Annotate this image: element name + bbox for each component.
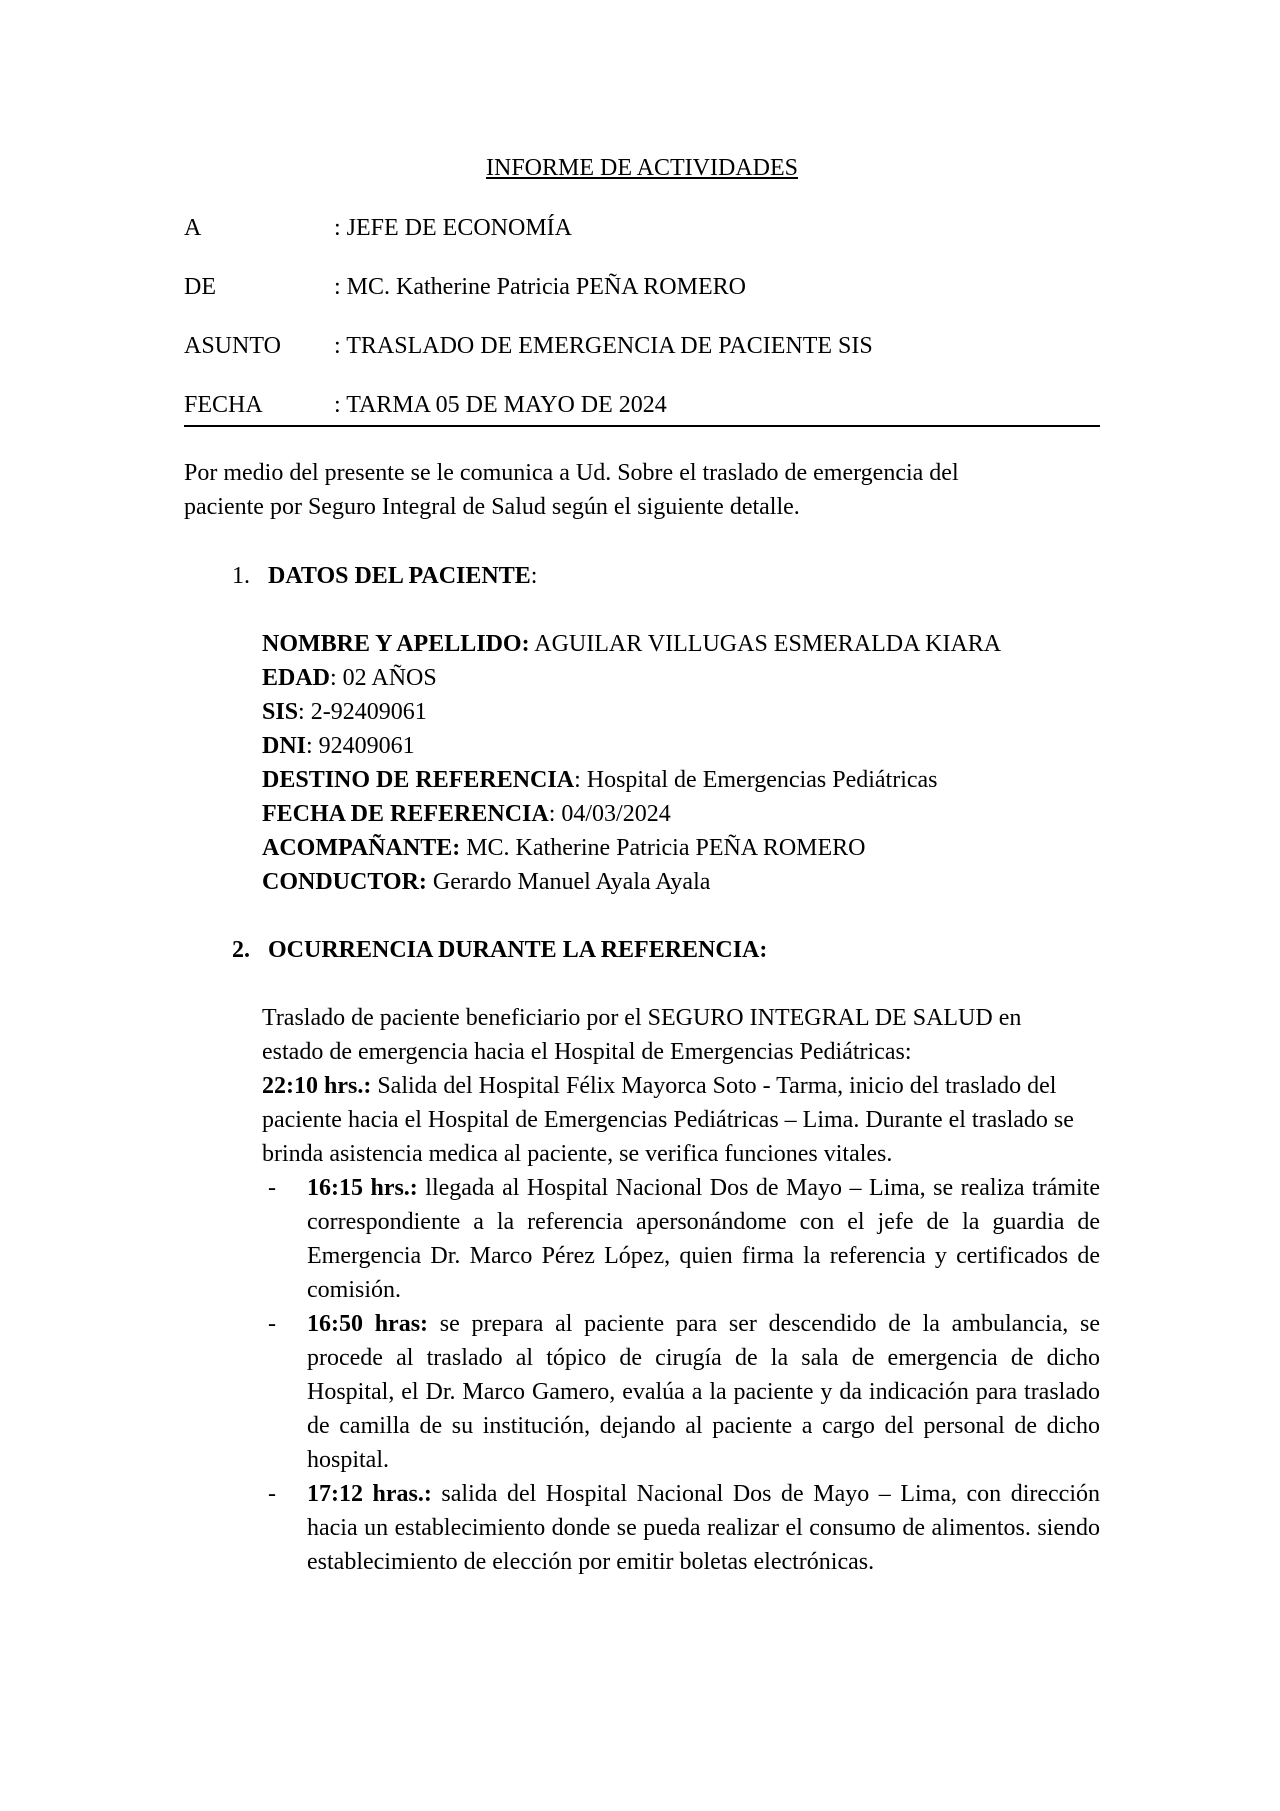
event-text: se prepara al paciente para ser descendido de la ambulancia, se procede al traslado al tópico de cirugía de la sala de emergencia de dicho Hospital, el Dr. Marco Gamero, evalúa a la paciente y da indicación para traslado de camilla de su institución, dejando al paciente a cargo del personal de dicho hospital. <box>307 1311 1100 1473</box>
patient-field-dni <box>262 729 1100 763</box>
section-number-text: 1. <box>232 563 250 589</box>
paragraph-line: estado de emergencia hacia el Hospital de Emergencias Pediátricas: <box>262 1039 912 1065</box>
bullet-dash: - <box>268 1311 276 1337</box>
field-value: : Hospital de Emergencias Pediátricas <box>574 767 938 793</box>
event-text: salida del Hospital Nacional Dos de Mayo – Lima, con dirección hacia un establecimiento donde se pueda realizar el consumo de alimentos. siendo establecimiento de elección por emitir boletas electrónicas. <box>307 1481 1101 1575</box>
field-value: : 02 AÑOS <box>330 665 437 691</box>
bullet-text <box>307 1171 1100 1307</box>
section-title <box>268 559 537 593</box>
intro-line: Por medio del presente se le comunica a Ud. Sobre el traslado de emergencia del <box>184 460 959 486</box>
field-label: DNI <box>262 733 307 759</box>
section-title-suffix: : <box>530 563 538 589</box>
patient-field-companion <box>262 831 1100 865</box>
field-value: : 92409061 <box>306 733 415 759</box>
bullet-dash: - <box>268 1481 276 1507</box>
header-label: A <box>184 215 202 241</box>
event-text: llegada al Hospital Nacional Dos de Mayo – Lima, se realiza trámite correspondiente a la referencia apersonándome con el jefe de la guardia de Emergencia Dr. Marco Pérez López, quien firma la referencia y certificados de comisión. <box>307 1175 1100 1303</box>
patient-field-driver <box>262 865 1100 899</box>
section-1-heading <box>184 559 1100 593</box>
paragraph-line: Traslado de paciente beneficiario por el SEGURO INTEGRAL DE SALUD en <box>262 1005 1022 1031</box>
field-label: NOMBRE Y APELLIDO: <box>262 631 530 657</box>
header-value: : MC. Katherine Patricia PEÑA ROMERO <box>334 274 746 300</box>
field-label: ACOMPAÑANTE: <box>262 835 461 861</box>
field-value: MC. Katherine Patricia PEÑA ROMERO <box>460 835 866 861</box>
event-list <box>262 1171 1100 1579</box>
field-label: FECHA DE REFERENCIA <box>262 801 549 827</box>
section-title-text: DATOS DEL PACIENTE <box>268 563 531 589</box>
field-value: AGUILAR VILLUGAS ESMERALDA KIARA <box>529 631 1002 657</box>
document-content <box>184 150 1100 1579</box>
field-label: SIS <box>262 699 299 725</box>
patient-field-name <box>262 627 1100 661</box>
header-label: ASUNTO <box>184 333 281 359</box>
intro-paragraph <box>184 456 1100 524</box>
field-label: DESTINO DE REFERENCIA <box>262 767 575 793</box>
event-time: 16:15 hrs.: <box>307 1175 418 1201</box>
intro-line: paciente por Seguro Integral de Salud según el siguiente detalle. <box>184 494 800 520</box>
header-value: : TARMA 05 DE MAYO DE 2024 <box>334 392 667 418</box>
field-label: EDAD <box>262 665 331 691</box>
header-row-a <box>184 210 1100 246</box>
first-event <box>262 1069 1100 1171</box>
document-title: INFORME DE ACTIVIDADES <box>486 155 798 181</box>
section-title-text: OCURRENCIA DURANTE LA REFERENCIA: <box>268 937 768 963</box>
occurrence-paragraph <box>262 1001 1100 1171</box>
patient-field-referral-date <box>262 797 1100 831</box>
event-text: Salida del Hospital Félix Mayorca Soto - Tarma, inicio del traslado del paciente hacia el Hospital de Emergencias Pediátricas – Lima. Durante el traslado se brinda asistencia medica al paciente, se verifica funciones vitales. <box>262 1073 1074 1167</box>
list-item <box>262 1477 1100 1579</box>
header-label: DE <box>184 274 216 300</box>
bullet-text <box>307 1477 1100 1579</box>
section-2-heading <box>184 933 1100 967</box>
list-item <box>262 1307 1100 1477</box>
header-row-fecha <box>184 387 1100 427</box>
field-value: Gerardo Manuel Ayala Ayala <box>426 869 711 895</box>
field-value: : 2-92409061 <box>298 699 427 725</box>
event-time: 22:10 hrs.: <box>262 1073 372 1099</box>
header-label: FECHA <box>184 392 263 418</box>
event-time: 16:50 hras: <box>307 1311 429 1337</box>
patient-field-sis <box>262 695 1100 729</box>
field-value: : 04/03/2024 <box>548 801 671 827</box>
header-row-de <box>184 269 1100 305</box>
patient-field-age <box>262 661 1100 695</box>
section-number <box>184 559 268 593</box>
section-number-text: 2. <box>232 937 250 963</box>
bullet-text <box>307 1307 1100 1477</box>
event-time: 17:12 hras.: <box>307 1481 432 1507</box>
header-value: : TRASLADO DE EMERGENCIA DE PACIENTE SIS <box>334 333 873 359</box>
patient-data <box>262 627 1100 899</box>
section-number <box>184 933 268 967</box>
header-value: : JEFE DE ECONOMÍA <box>334 215 572 241</box>
field-label: CONDUCTOR: <box>262 869 427 895</box>
header-row-asunto <box>184 328 1100 364</box>
patient-field-destination <box>262 763 1100 797</box>
list-item <box>262 1171 1100 1307</box>
bullet-dash: - <box>268 1175 276 1201</box>
